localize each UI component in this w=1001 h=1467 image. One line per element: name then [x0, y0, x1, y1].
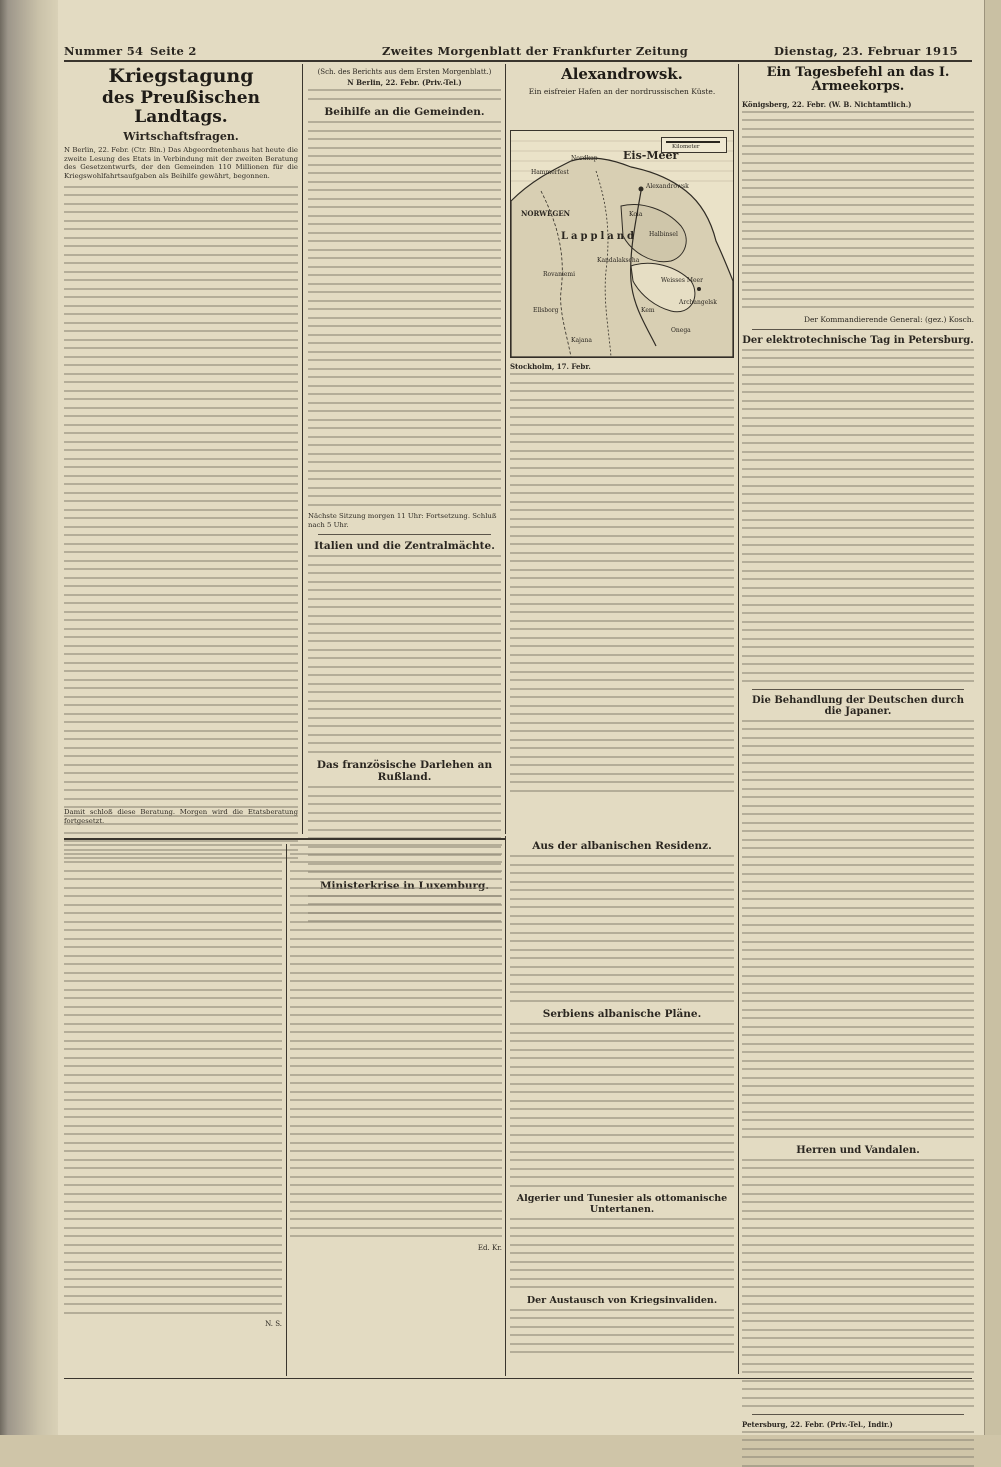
elektrotechnik-text: [742, 349, 974, 683]
heading-darlehen: Das französische Darlehen an Rußland.: [316, 759, 493, 784]
italien-text: [308, 555, 501, 753]
feuilleton-text-2: [290, 844, 502, 1237]
map-label-archangelsk: Archangelsk: [679, 299, 717, 306]
invaliden-text: [510, 1309, 734, 1354]
heading-vandalen: Herren und Vandalen.: [796, 1144, 920, 1156]
article-body: [64, 186, 298, 860]
map-label-halbinsel: Halbinsel: [649, 231, 678, 238]
map-label-kem: Kem: [641, 307, 655, 314]
article-subtitle: Ein eisfreier Hafen an der nordrussischen Küste.: [528, 86, 716, 96]
column-news: [308, 66, 501, 836]
page-number: Seite 2: [150, 44, 197, 58]
dateline: N Berlin, 22. Febr. (Priv.-Tel.): [347, 78, 462, 87]
map-label-hammerfest: Hammerfest: [531, 169, 569, 176]
header-rule: [64, 60, 972, 62]
map-drawing: [511, 131, 733, 357]
footer-rule: [64, 1378, 972, 1379]
column-landtag: [64, 66, 298, 836]
page-header: [64, 44, 972, 60]
map-label-nordkap: Nordkap: [571, 155, 598, 162]
column-foreign-news: [510, 836, 734, 1376]
map-alexandrowsk: [510, 130, 734, 358]
article-subtitle: Wirtschaftsfragen.: [123, 130, 239, 144]
article-title: Alexandrowsk.: [561, 65, 683, 83]
article-lead: N Berlin, 22. Febr. (Ctr. Bln.) Das Abgeordnetenhaus hat heute die zweite Lesung des Etats in Verbindung mit der zweiten Beratung des Gesetzentwurfs, der den Gemeinden 110 Millionen für die Kriegswohlfahrtsaufgaben als Beihilfe gewährt, begonnen.: [64, 146, 298, 181]
serbien-text: [510, 1023, 734, 1187]
dateline-petersburg: Petersburg, 22. Febr. (Priv.-Tel., Indir.): [742, 1419, 893, 1429]
map-label-kajana: Kajana: [571, 337, 592, 344]
dateline-koenigsberg: Königsberg, 22. Febr. (W. B. Nichtamtlich.): [742, 99, 912, 109]
heading-algerier: Algerier und Tunesier als ottomanische Untertanen.: [516, 1193, 728, 1215]
feuilleton-signature-1: N. S.: [265, 1320, 282, 1328]
feuilleton-rule: [64, 838, 505, 840]
heading-beihilfe: Beihilfe an die Gemeinden.: [324, 106, 485, 118]
feuilleton-column-2: [290, 844, 502, 1376]
book-spine: [0, 0, 58, 1435]
column-alexandrowsk-text: [510, 360, 734, 836]
heading-elektrotechnik: Der elektrotechnische Tag in Petersburg.: [742, 334, 974, 346]
continuation-note: (Sch. des Berichts aus dem Ersten Morgenblatt.): [317, 68, 492, 76]
column-rule-2: [505, 64, 506, 834]
article-title-line1: Kriegstagung: [108, 65, 254, 87]
feuilleton-signature-2: Ed. Kr.: [477, 1243, 502, 1252]
dateline-stockholm: Stockholm, 17. Febr.: [510, 362, 591, 371]
map-label-ellsborg: Ellsborg: [533, 307, 559, 314]
order-signature: Der Kommandierende General: (gez.) Kosch.: [803, 314, 974, 324]
map-label-onega: Onega: [671, 327, 691, 334]
next-page-edge: [984, 0, 1001, 1435]
map-label-lappland: Lappland: [561, 231, 638, 242]
heading-japaner: Die Behandlung der Deutschen durch die Japaner.: [752, 694, 964, 717]
feuilleton-text-1: [64, 844, 282, 1314]
map-label-rovaniemi: Rovaniemi: [543, 271, 576, 278]
albanien-text: [510, 855, 734, 1002]
heading-serbien: Serbiens albanische Pläne.: [542, 1008, 702, 1020]
feuilleton-column-rule: [286, 844, 287, 1376]
japaner-text: [742, 720, 974, 1139]
map-scale-label: Kilometer: [672, 144, 700, 150]
alexandrowsk-text: [510, 373, 734, 792]
heading-albanien: Aus der albanischen Residenz.: [532, 840, 712, 852]
feuilleton-column-1: [64, 844, 282, 1376]
beihilfe-text: [308, 121, 501, 506]
column-rule-1: [302, 64, 303, 834]
heading-invaliden: Der Austausch von Kriegsinvaliden.: [526, 1294, 718, 1306]
map-label-norwegen: NORWEGEN: [521, 209, 571, 218]
heading-italien: Italien und die Zentralmächte.: [314, 540, 495, 553]
intro-text: [308, 89, 501, 100]
article-closing: Damit schloß diese Beratung. Morgen wird die Etatsberatung fortgesetzt.: [64, 808, 298, 825]
map-label-alexandrowsk: Alexandrowsk: [646, 183, 689, 190]
tagesbefehl-text: [742, 111, 974, 309]
algerier-text: [510, 1218, 734, 1288]
petersburg-text: [742, 1431, 974, 1467]
edition-title: Zweites Morgenblatt der Frankfurter Zeitung: [382, 44, 689, 58]
map-label-kandalakscha: Kandalakscha: [597, 257, 640, 264]
article-title-line2: des Preußischen Landtags.: [102, 87, 260, 127]
column-rule-lower-2: [505, 836, 506, 1376]
next-session-note: Nächste Sitzung morgen 11 Uhr: Fortsetzung. Schluß nach 5 Uhr.: [308, 512, 497, 529]
map-label-kola: Kola: [629, 211, 643, 218]
map-label-sea: Eis-Meer: [623, 149, 679, 162]
map-label-weisses-meer: Weisses Meer: [661, 277, 703, 284]
column-rule-3: [738, 64, 739, 1374]
vandalen-text: [742, 1159, 974, 1408]
column-tagesbefehl: [742, 65, 974, 1429]
issue-date: Dienstag, 23. Februar 1915: [774, 44, 958, 58]
article-title: Ein Tagesbefehl an das I. Armeekorps.: [766, 65, 950, 95]
issue-number: Nummer 54: [64, 44, 144, 58]
